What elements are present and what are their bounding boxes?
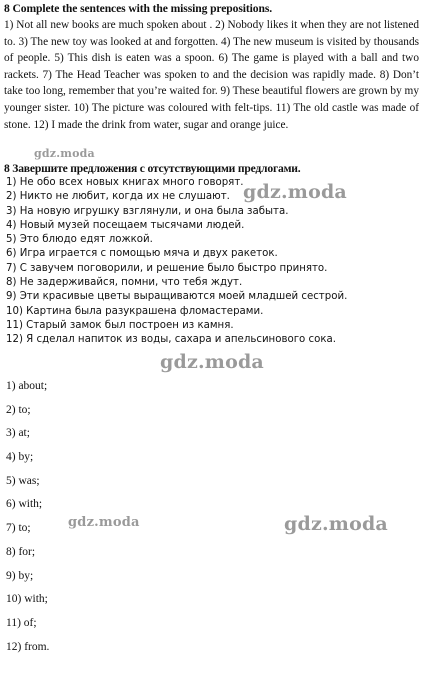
- list-item: 4) Новый музей посещаем тысячами людей.: [6, 219, 245, 231]
- answer-item: 2) to;: [6, 403, 31, 416]
- answer-item: 4) by;: [6, 451, 34, 464]
- russian-sentences-list: [6, 176, 366, 348]
- watermark: gdz.moda: [34, 147, 95, 160]
- answer-item: 7) to;: [6, 522, 31, 535]
- english-task-heading: 8 Complete the sentences with the missing prepositions.: [4, 2, 273, 15]
- watermark: gdz.moda: [284, 513, 388, 535]
- list-item: 8) Не задерживайся, помни, что тебя ждут.: [6, 277, 243, 289]
- answer-item: 9) by;: [6, 569, 34, 582]
- answer-item: 11) of;: [6, 616, 37, 629]
- watermark: gdz.moda: [243, 181, 347, 203]
- answer-item: 12) from.: [6, 640, 50, 653]
- english-task-text: 1) Not all new books are much spoken about . 2) Nobody likes it when they are not listened to. 3) The new toy was looked at and forgotten. 4) The new museum is visited by thousands of people. 5) This dish is eaten was a spoon. 6) The game is played with a ball and two rackets. 7) The Head Teacher was spoken to and the decision was rapidly made. 8) Don’t take too long, remember that you’re waited for. 9) These beautiful flowers are grown by my younger sister. 10) The picture was coloured with felt-tips. 11) The old castle was made of stone. 12) I made the drink from water, sugar and orange juice.: [4, 19, 419, 131]
- list-item: 2) Никто не любит, когда их не слушают.: [6, 191, 230, 203]
- list-item: 7) С завучем поговорили, и решение было быстро принято.: [6, 262, 328, 274]
- list-item: 10) Картина была разукрашена фломастерами.: [6, 305, 264, 317]
- answer-item: 3) at;: [6, 427, 30, 440]
- watermark: gdz.moda: [160, 351, 264, 373]
- answer-item: 10) with;: [6, 593, 48, 606]
- answer-item: 1) about;: [6, 380, 48, 392]
- watermark: gdz.moda: [68, 515, 140, 530]
- answer-item: 8) for;: [6, 545, 36, 558]
- russian-task-heading: 8 Завершите предложения с отсутствующими предлогами.: [4, 162, 301, 175]
- list-item: 12) Я сделал напиток из воды, сахара и апельсинового сока.: [6, 334, 336, 346]
- list-item: 6) Игра играется с помощью мяча и двух ракеток.: [6, 248, 278, 260]
- answer-item: 5) was;: [6, 474, 40, 487]
- answer-item: 6) with;: [6, 498, 43, 511]
- list-item: 3) На новую игрушку взглянули, и она была забыта.: [6, 205, 289, 217]
- list-item: 5) Это блюдо едят ложкой.: [6, 234, 153, 246]
- list-item: 1) Не обо всех новых книгах много говорят.: [6, 177, 244, 188]
- list-item: 9) Эти красивые цветы выращиваются моей младшей сестрой.: [6, 291, 348, 303]
- list-item: 11) Старый замок был построен из камня.: [6, 319, 234, 331]
